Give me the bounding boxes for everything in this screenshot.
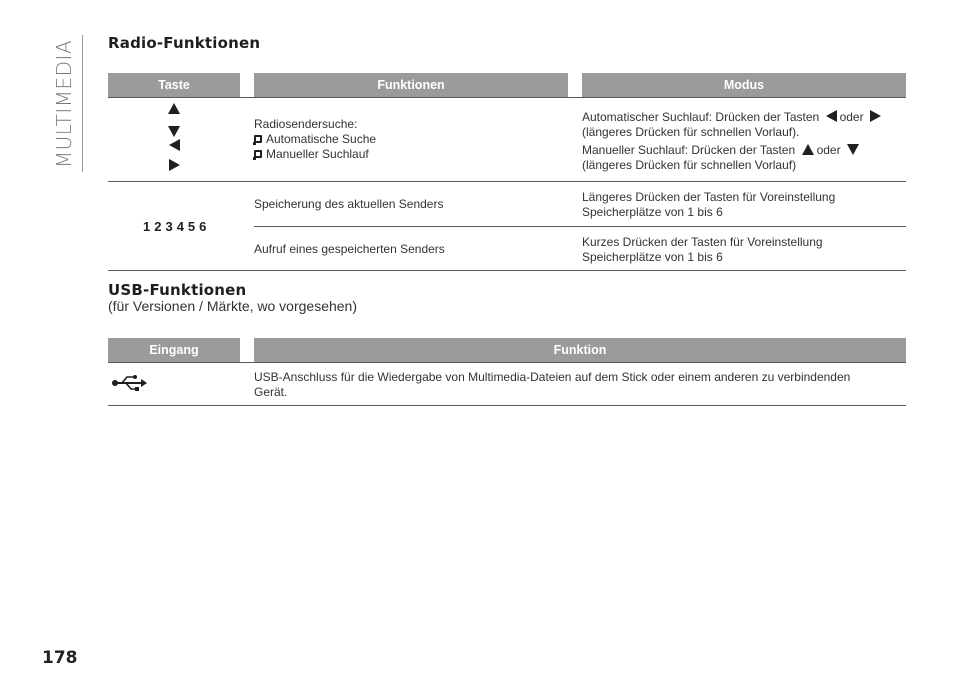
header-modus: Modus [582,73,906,97]
usb-table-header [108,338,906,362]
mode-line: (längeres Drücken für schnellen Vorlauf). [582,125,800,139]
radio-bottom-rule [108,270,906,271]
preset-keys: 123456 [143,219,211,234]
usb-section-subtitle: (für Versionen / Märkte, wo vorgesehen) [108,298,358,314]
header-funktionen: Funktionen [254,73,568,97]
radio-table-header [108,73,906,97]
radio-row1-mode [582,110,884,173]
function-title: Radiosendersuche: [254,117,358,131]
radio-section-title: Radio-Funktionen [108,34,261,52]
usb-row1-function: USB-Anschluss für die Wiedergabe von Multimedia-Dateien auf dem Stick oder einem anderen zu verbindenden Gerät. [254,370,851,399]
header-funktion: Funktion [254,338,906,362]
radio-row2a-function: Speicherung des aktuellen Senders [254,197,444,211]
section-name: MULTIMEDIA [52,39,76,169]
function-item: Manueller Suchlauf [254,147,376,162]
arrow-right-icon [870,110,881,122]
arrow-up-icon [168,103,180,114]
radio-row1-function [254,117,376,162]
mode-line: Automatischer Suchlauf: Drücken der Tasten oder [582,110,884,125]
function-item: Automatische Suche [254,132,376,147]
arrow-up-icon [802,144,814,155]
radio-row2-sub-rule [254,226,906,227]
mode-line: (längeres Drücken für schnellen Vorlauf) [582,158,797,172]
bullet-icon [254,150,262,158]
arrow-right-icon [169,159,180,171]
radio-row2b-function: Aufruf eines gespeicherten Senders [254,242,445,256]
arrow-left-icon [826,110,837,122]
usb-icon [112,375,148,391]
page-number: 178 [42,648,78,668]
usb-section-title: USB-Funktionen [108,281,247,299]
radio-header-rule [108,97,906,98]
sidebar-divider [82,35,83,172]
radio-row1-keys [168,103,182,173]
mode-line: Manueller Suchlauf: Drücken der Tasten oder [582,143,884,158]
arrow-left-icon [169,139,180,151]
usb-header-rule [108,362,906,363]
header-eingang: Eingang [108,338,240,362]
arrow-down-icon [168,126,180,137]
radio-row1-rule [108,181,906,182]
radio-row2b-mode: Kurzes Drücken der Tasten für Voreinstellung Speicherplätze von 1 bis 6 [582,235,823,264]
arrow-down-icon [847,144,859,155]
header-taste: Taste [108,73,240,97]
radio-row2a-mode: Längeres Drücken der Tasten für Voreinstellung Speicherplätze von 1 bis 6 [582,190,836,219]
bullet-icon [254,135,262,143]
section-side-label [44,40,84,170]
usb-bottom-rule [108,405,906,406]
